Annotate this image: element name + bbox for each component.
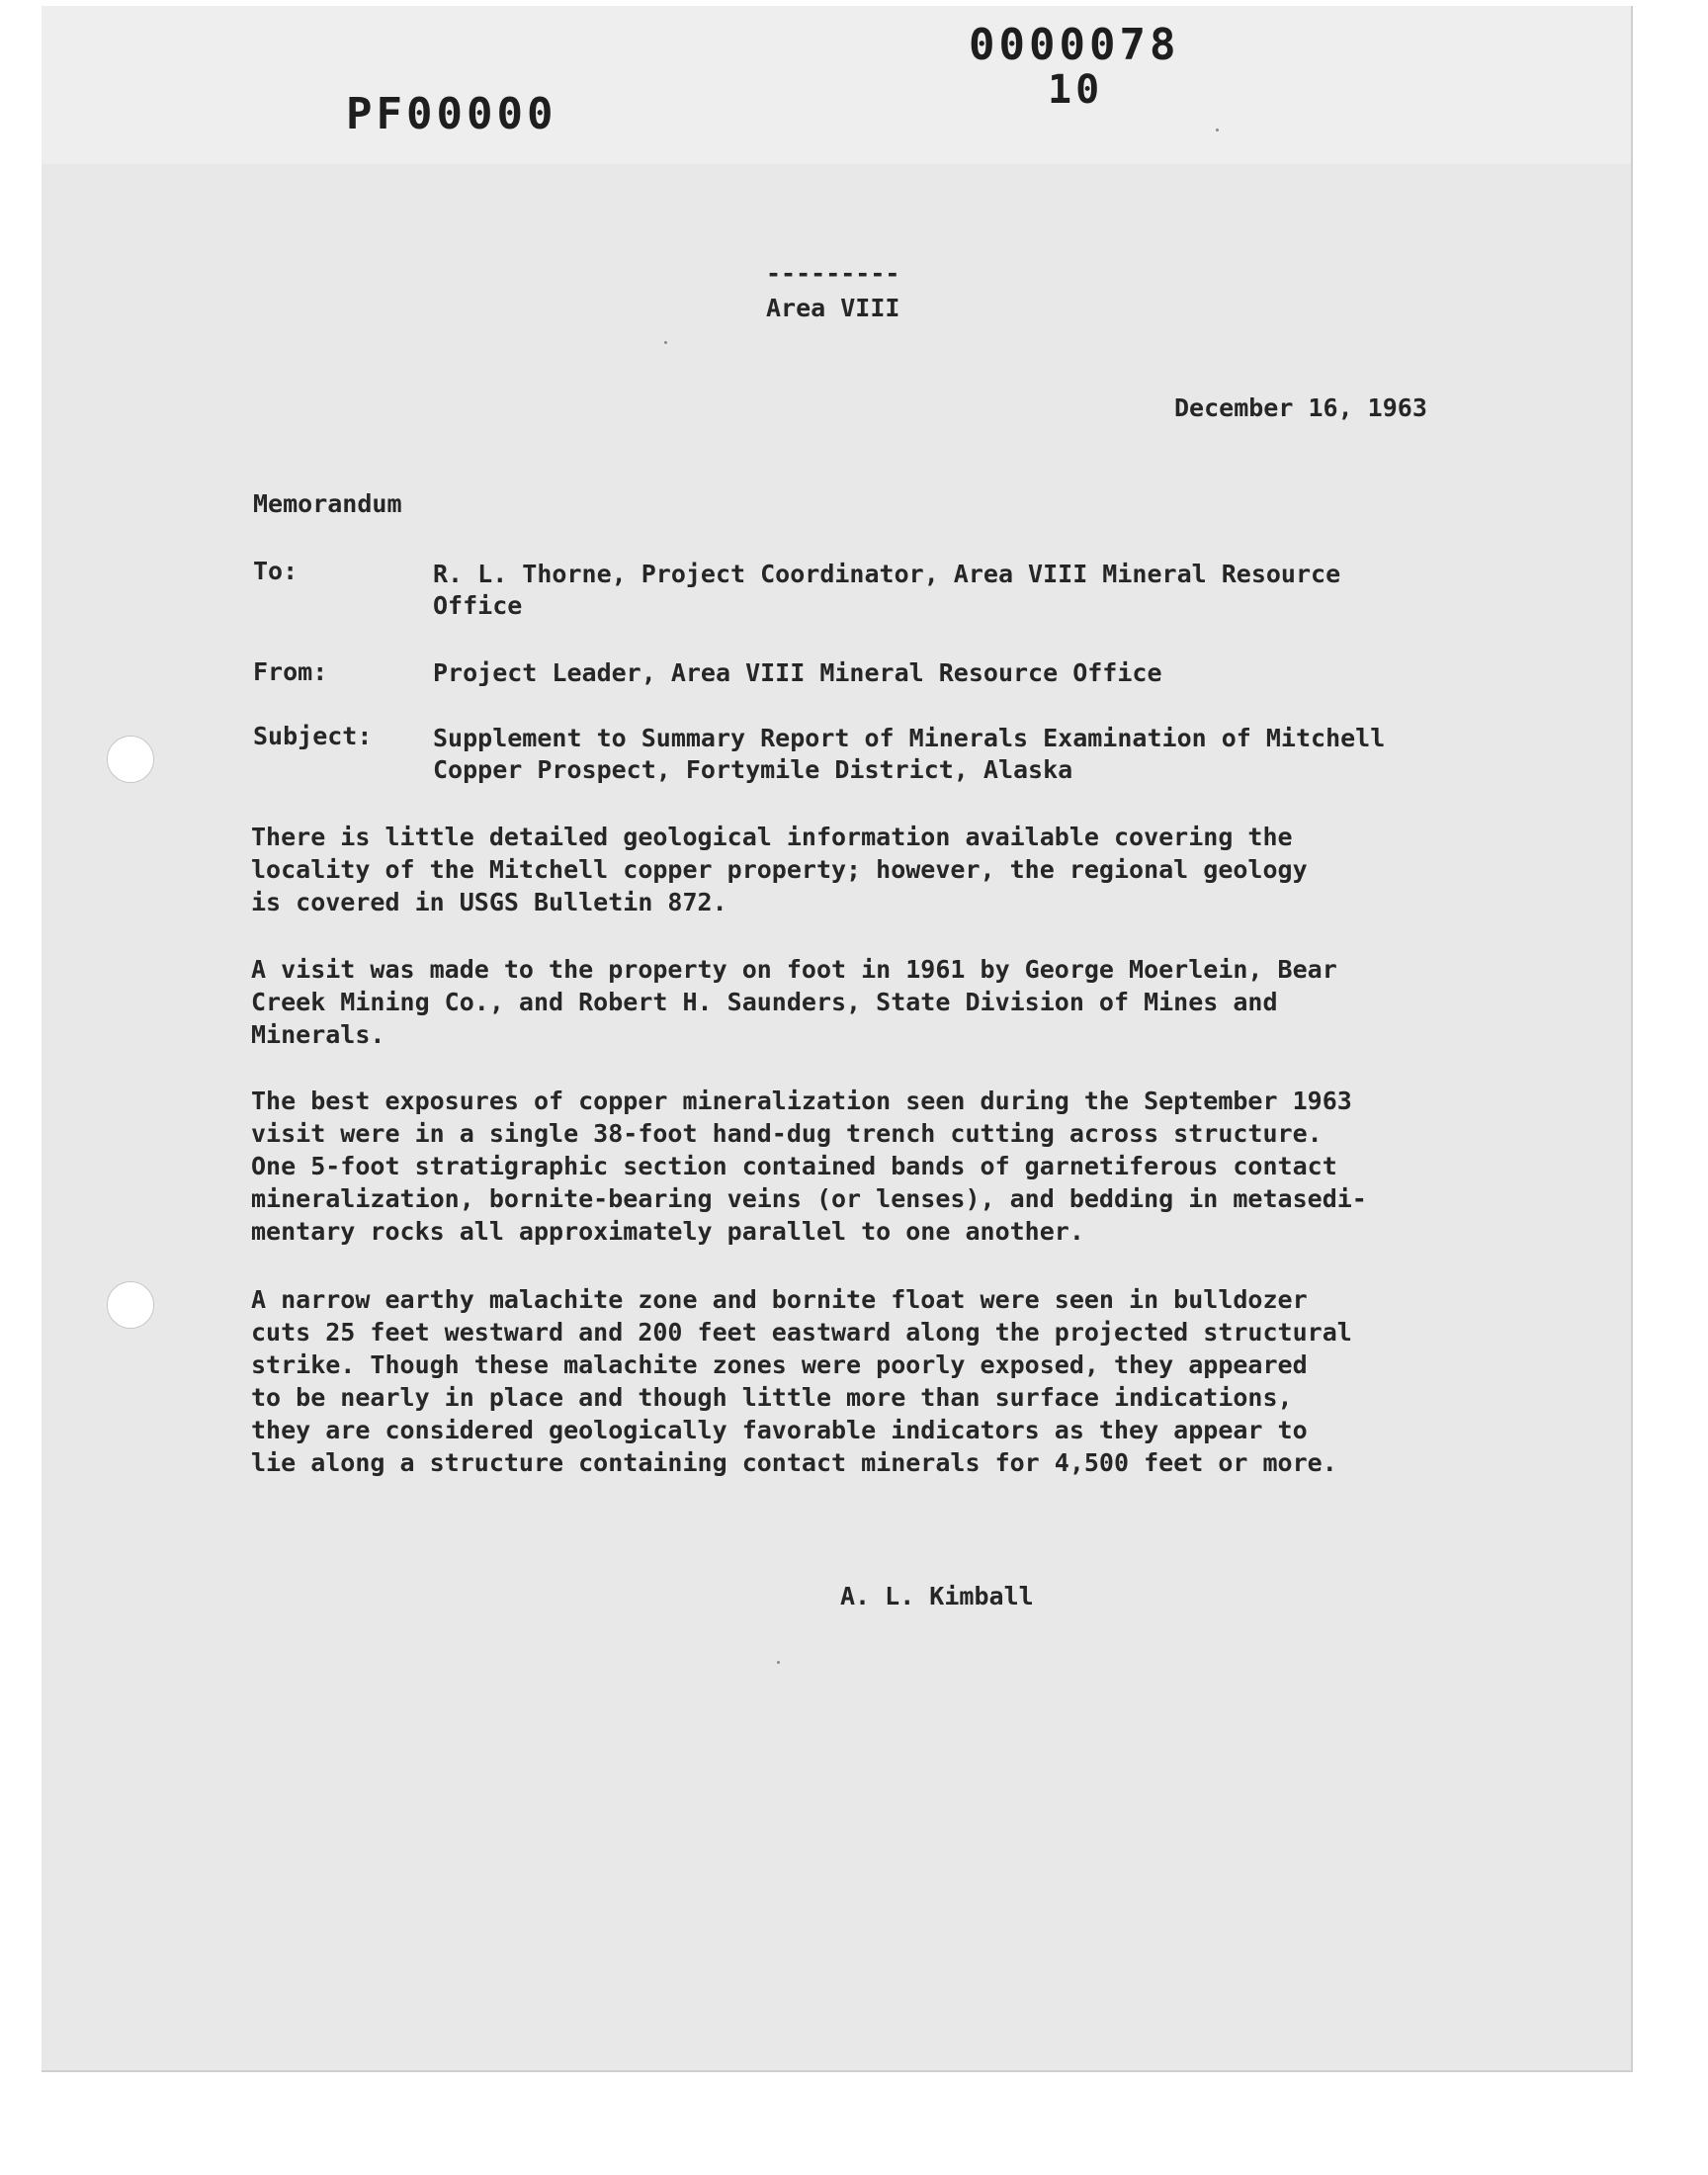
sheet-header-band xyxy=(42,6,1631,164)
paragraph-4 xyxy=(251,1283,1496,1479)
punch-hole-upper xyxy=(107,736,154,783)
to-line: R. L. Thorne, Project Coordinator, Area VIII Mineral Resource xyxy=(433,560,1341,588)
paragraph-line: Creek Mining Co., and Robert H. Saunders, State Division of Mines and xyxy=(251,988,1278,1016)
punch-hole-lower xyxy=(107,1281,154,1329)
scan-speck xyxy=(1216,129,1219,131)
paragraph-line: to be nearly in place and though little more than surface indications, xyxy=(251,1383,1293,1412)
signature-name: A. L. Kimball xyxy=(840,1582,1034,1610)
paragraph-line: cuts 25 feet westward and 200 feet eastward along the projected structural xyxy=(251,1318,1352,1347)
paragraph-line: strike. Though these malachite zones were poorly exposed, they appeared xyxy=(251,1350,1308,1379)
subject-value xyxy=(433,723,1481,786)
paragraph-line: is covered in USGS Bulletin 872. xyxy=(251,888,727,916)
paragraph-line: they are considered geologically favorable indicators as they appear to xyxy=(251,1416,1308,1444)
paragraph-line: lie along a structure containing contact minerals for 4,500 feet or more. xyxy=(251,1448,1337,1477)
scan-speck xyxy=(664,341,667,344)
memo-title: Memorandum xyxy=(253,489,402,518)
from-value: Project Leader, Area VIII Mineral Resource Office xyxy=(433,658,1162,687)
paragraph-2 xyxy=(251,953,1496,1051)
from-label: From: xyxy=(253,657,328,686)
area-heading: Area VIII xyxy=(766,294,900,322)
stamp-right-subcode: 10 xyxy=(1048,67,1104,113)
stamp-left-code: PF00000 xyxy=(346,89,557,139)
paragraph-line: Minerals. xyxy=(251,1020,385,1049)
header-dashes: --------- xyxy=(766,259,900,288)
subject-line: Copper Prospect, Fortymile District, Alaska xyxy=(433,755,1073,784)
paragraph-line: A narrow earthy malachite zone and bornite float were seen in bulldozer xyxy=(251,1285,1308,1314)
paragraph-3 xyxy=(251,1085,1496,1248)
to-value xyxy=(433,559,1481,622)
paragraph-line: mentary rocks all approximately parallel to one another. xyxy=(251,1217,1084,1246)
to-line: Office xyxy=(433,591,523,620)
subject-label: Subject: xyxy=(253,722,373,750)
paragraph-1 xyxy=(251,821,1496,918)
stamp-right-code: 0000078 xyxy=(969,20,1180,70)
paragraph-line: One 5-foot stratigraphic section contained bands of garnetiferous contact xyxy=(251,1152,1337,1180)
paragraph-line: The best exposures of copper mineralization seen during the September 1963 xyxy=(251,1087,1352,1115)
paragraph-line: locality of the Mitchell copper property; however, the regional geology xyxy=(251,855,1308,884)
to-label: To: xyxy=(253,557,299,585)
paragraph-line: A visit was made to the property on foot in 1961 by George Moerlein, Bear xyxy=(251,955,1337,984)
scan-speck xyxy=(777,1661,780,1664)
memo-date: December 16, 1963 xyxy=(1174,393,1427,422)
paragraph-line: There is little detailed geological information available covering the xyxy=(251,823,1293,851)
subject-line: Supplement to Summary Report of Minerals Examination of Mitchell xyxy=(433,724,1386,752)
paragraph-line: mineralization, bornite-bearing veins (or lenses), and bedding in metasedi- xyxy=(251,1184,1367,1213)
paragraph-line: visit were in a single 38-foot hand-dug trench cutting across structure. xyxy=(251,1119,1323,1148)
